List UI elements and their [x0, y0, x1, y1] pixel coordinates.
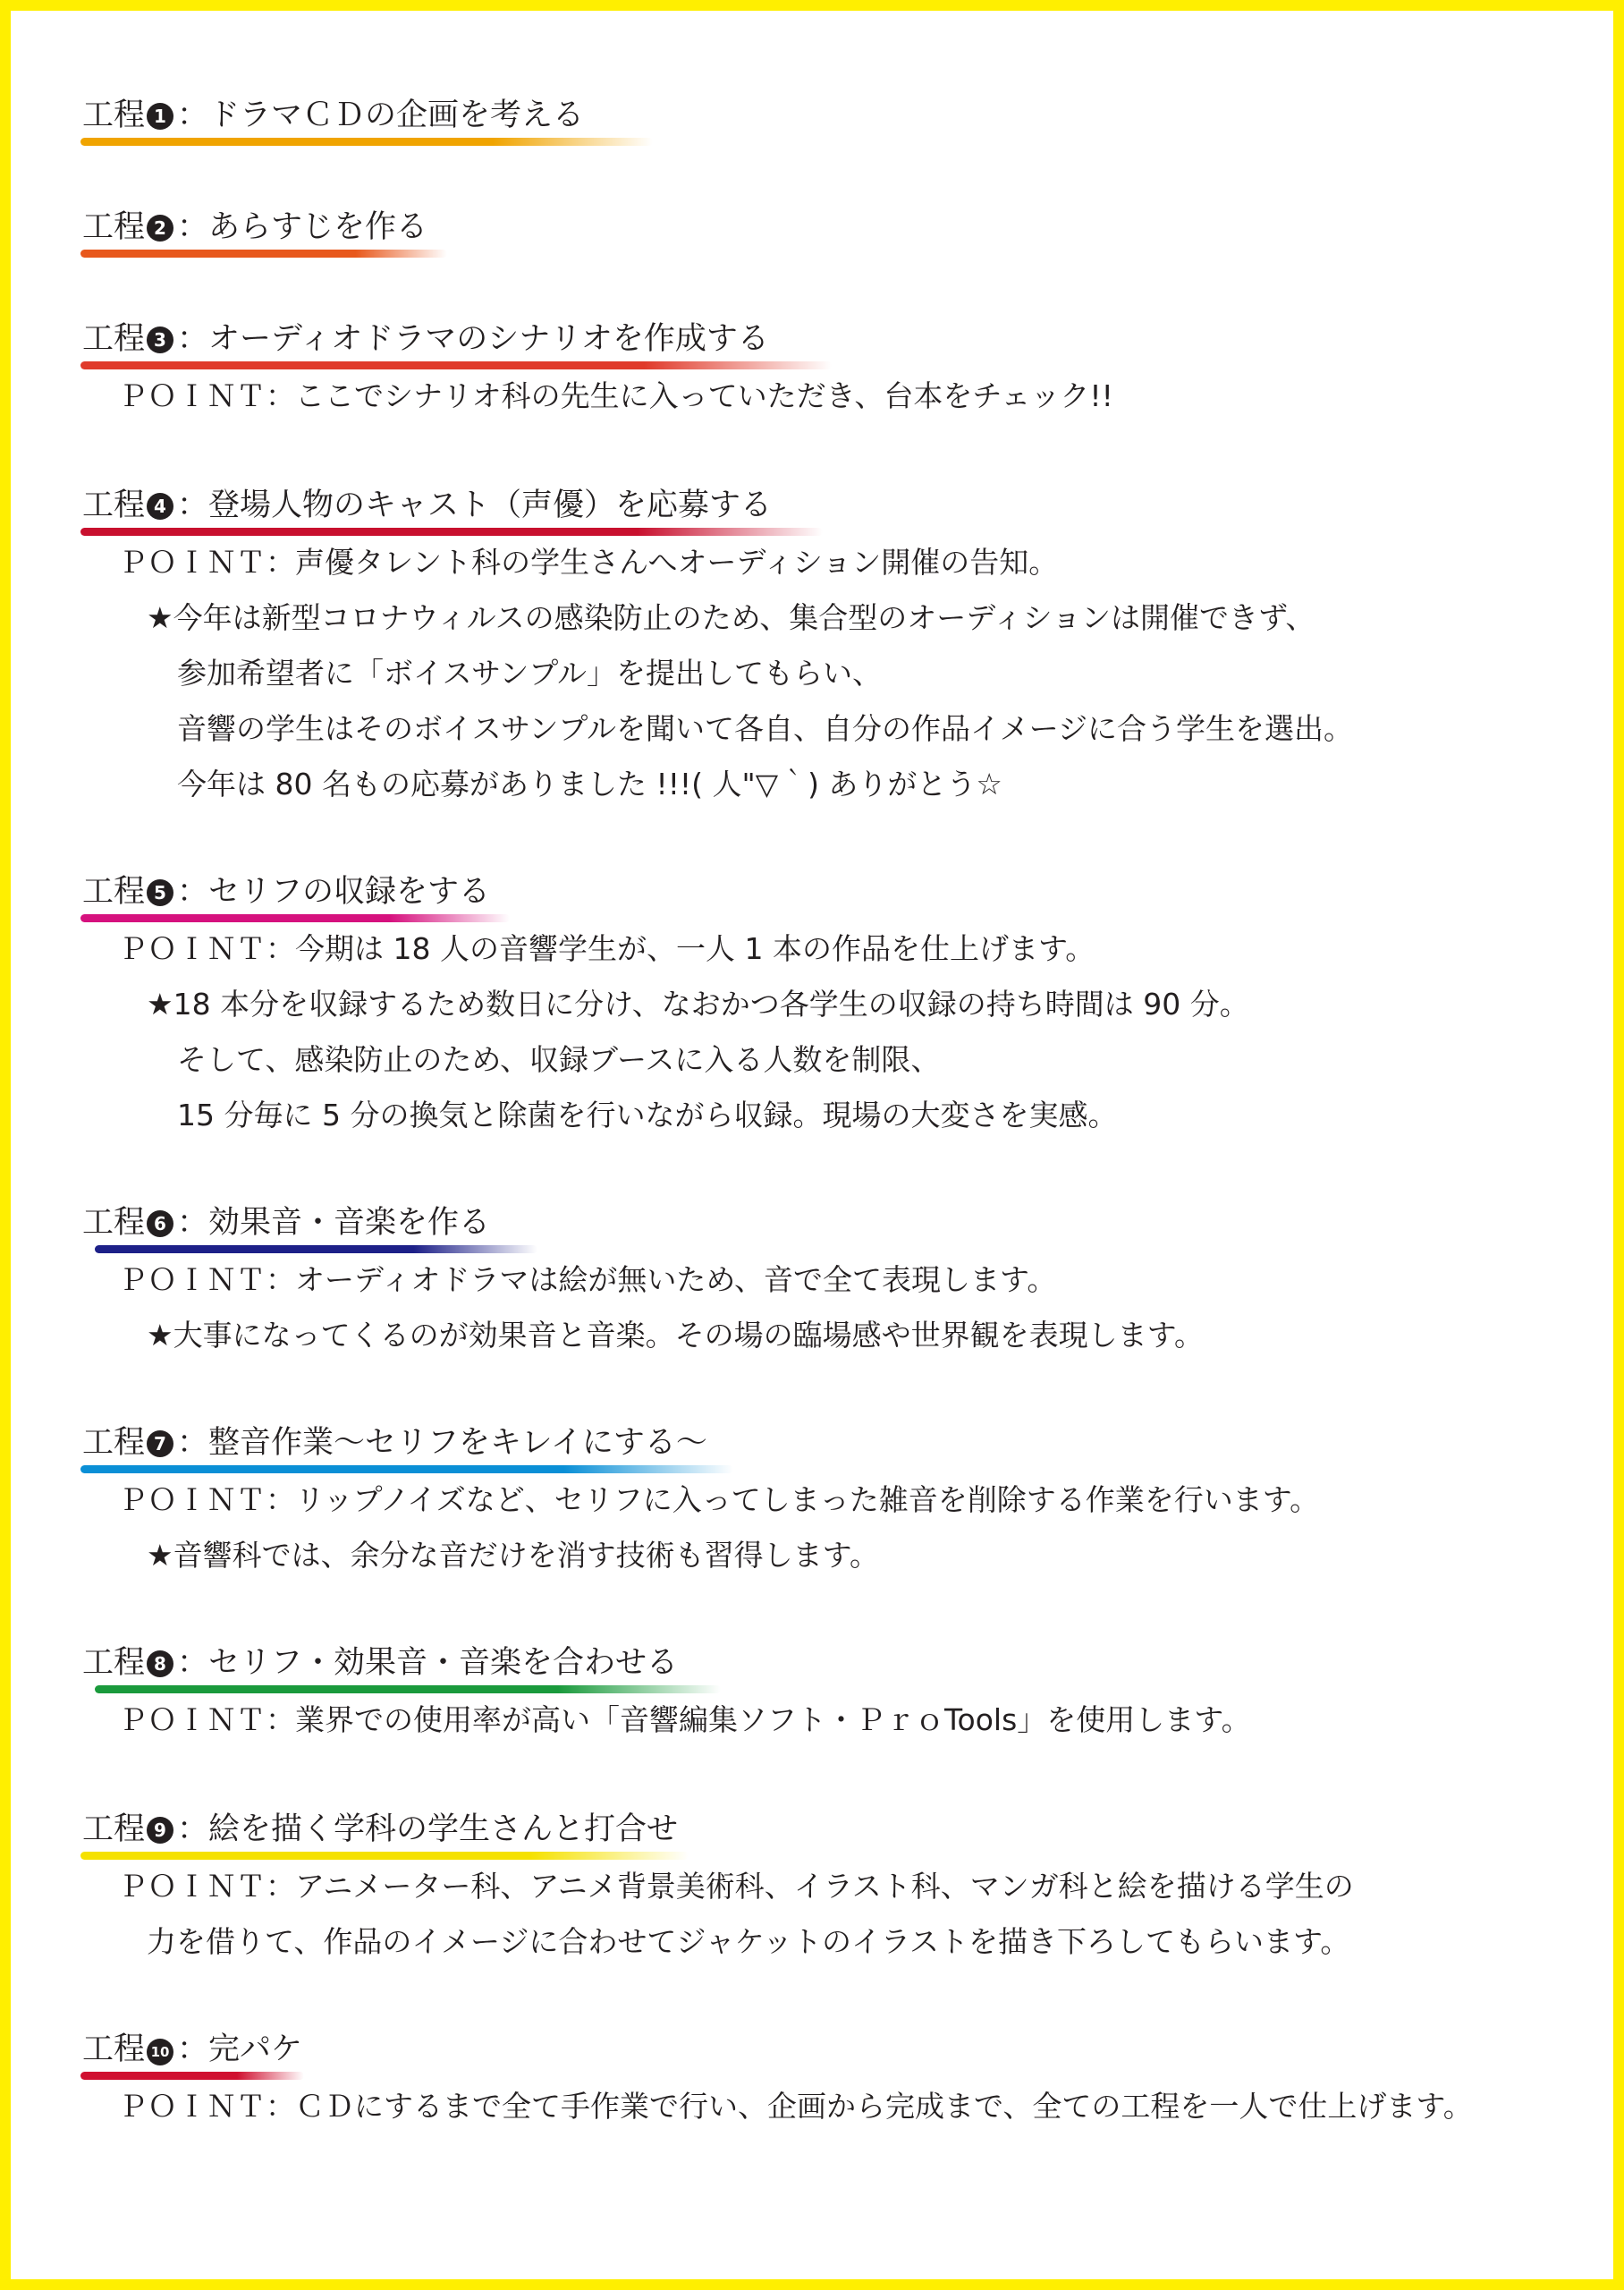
step-heading	[82, 483, 1549, 528]
point-line: ＰＯＩＮＴ：声優タレント科の学生さんへオーディション開催の告知。	[118, 545, 1059, 580]
point-line: ＰＯＩＮＴ：アニメーター科、アニメ背景美術科、イラスト科、マンガ科と絵を描ける学生の	[118, 1869, 1354, 1904]
note-line: ★大事になってくるのが効果音と音楽。その場の臨場感や世界観を表現します。	[147, 1318, 1204, 1353]
step-4	[82, 483, 1549, 812]
step-3	[82, 317, 1549, 424]
step-7	[82, 1421, 1549, 1583]
step-prefix: 工程	[82, 2031, 146, 2067]
step-8	[82, 1641, 1549, 1748]
step-5	[82, 869, 1549, 1143]
step-heading	[82, 317, 1549, 361]
brush-underline	[80, 361, 832, 369]
step-10	[82, 2027, 1549, 2134]
note-line: そして、感染防止のため、収録ブースに入る人数を制限、	[177, 1042, 941, 1077]
step-title: ：セリフ・効果音・音楽を合わせる	[177, 1645, 679, 1681]
step-prefix: 工程	[82, 488, 146, 523]
brush-underline	[80, 914, 510, 922]
step-9	[82, 1807, 1549, 1970]
step-heading	[82, 93, 1549, 138]
point-line: ＰＯＩＮＴ：今期は 18 人の音響学生が、一人 1 本の作品を仕上げます。	[118, 931, 1095, 966]
step-prefix: 工程	[82, 1425, 146, 1461]
brush-underline	[80, 1465, 733, 1473]
step-number-badge: 4	[147, 493, 173, 520]
step-number-badge: 1	[147, 103, 173, 130]
note-line: ★音響科では、余分な音だけを消す技術も習得します。	[147, 1538, 879, 1573]
step-number-badge: 9	[147, 1817, 173, 1844]
note-line: 参加希望者に「ボイスサンプル」を提出してもらい、	[177, 656, 883, 691]
step-heading	[82, 2027, 1549, 2072]
brush-underline	[95, 1245, 537, 1253]
step-number-badge: 3	[147, 327, 173, 353]
note-line: 力を借りて、作品のイメージに合わせてジャケットのイラストを描き下ろしてもらいます。	[147, 1924, 1350, 1959]
point-line: ＰＯＩＮＴ：ＣＤにするまで全て手作業で行い、企画から完成まで、全ての工程を一人で仕上げます。	[118, 2089, 1473, 2124]
step-title: ：ドラマＣＤの企画を考える	[177, 98, 585, 133]
step-heading	[82, 1200, 1549, 1245]
step-title: ：整音作業～セリフをキレイにする～	[177, 1425, 707, 1461]
step-6	[82, 1200, 1549, 1363]
note-line: 音響の学生はそのボイスサンプルを聞いて各自、自分の作品イメージに合う学生を選出。	[177, 711, 1354, 746]
brush-underline	[80, 528, 823, 536]
step-heading	[82, 1807, 1549, 1852]
step-1	[82, 93, 1549, 138]
step-title: ：完パケ	[177, 2031, 303, 2067]
step-prefix: 工程	[82, 1205, 146, 1241]
step-heading	[82, 1641, 1549, 1685]
step-number-badge: 2	[147, 215, 173, 242]
step-prefix: 工程	[82, 1811, 146, 1847]
point-line: ＰＯＩＮＴ：ここでシナリオ科の先生に入っていただき、台本をチェック!!	[118, 378, 1113, 413]
note-line: 15 分毎に 5 分の換気と除菌を行いながら収録。現場の大変さを実感。	[177, 1098, 1118, 1132]
step-number-badge: 5	[147, 879, 173, 906]
step-number-badge: 8	[147, 1650, 173, 1677]
brush-underline	[95, 1685, 721, 1693]
brush-underline	[80, 2072, 304, 2080]
brush-underline	[80, 250, 447, 258]
brush-underline	[80, 1852, 689, 1860]
step-prefix: 工程	[82, 874, 146, 910]
brush-underline	[80, 138, 653, 146]
step-number-badge: 10	[147, 2039, 173, 2065]
step-title: ：セリフの収録をする	[177, 874, 491, 910]
point-line: ＰＯＩＮＴ：リップノイズなど、セリフに入ってしまった雑音を削除する作業を行います。	[118, 1482, 1320, 1517]
point-line: ＰＯＩＮＴ：業界での使用率が高い「音響編集ソフト・ＰｒｏTools」を使用します。	[118, 1702, 1251, 1737]
step-heading	[82, 1421, 1549, 1465]
step-title: ：絵を描く学科の学生さんと打合せ	[177, 1811, 679, 1847]
step-prefix: 工程	[82, 98, 146, 133]
note-line: 今年は 80 名もの応募がありました !!!( 人"▽｀) ありがとう☆	[177, 767, 1003, 802]
step-heading	[82, 205, 1549, 250]
note-line: ★今年は新型コロナウィルスの感染防止のため、集合型のオーディションは開催できず、	[147, 600, 1315, 635]
step-title: ：効果音・音楽を作る	[177, 1205, 491, 1241]
step-prefix: 工程	[82, 1645, 146, 1681]
step-prefix: 工程	[82, 209, 146, 245]
step-number-badge: 7	[147, 1430, 173, 1457]
step-prefix: 工程	[82, 321, 146, 357]
step-title: ：登場人物のキャスト（声優）を応募する	[177, 488, 773, 523]
step-heading	[82, 869, 1549, 914]
note-line: ★18 本分を収録するため数日に分け、なおかつ各学生の収録の持ち時間は 90 分。	[147, 987, 1249, 1022]
step-title: ：あらすじを作る	[177, 209, 428, 245]
step-number-badge: 6	[147, 1210, 173, 1237]
step-title: ：オーディオドラマのシナリオを作成する	[177, 321, 769, 357]
point-line: ＰＯＩＮＴ：オーディオドラマは絵が無いため、音で全て表現します。	[118, 1262, 1057, 1297]
step-2	[82, 205, 1549, 250]
